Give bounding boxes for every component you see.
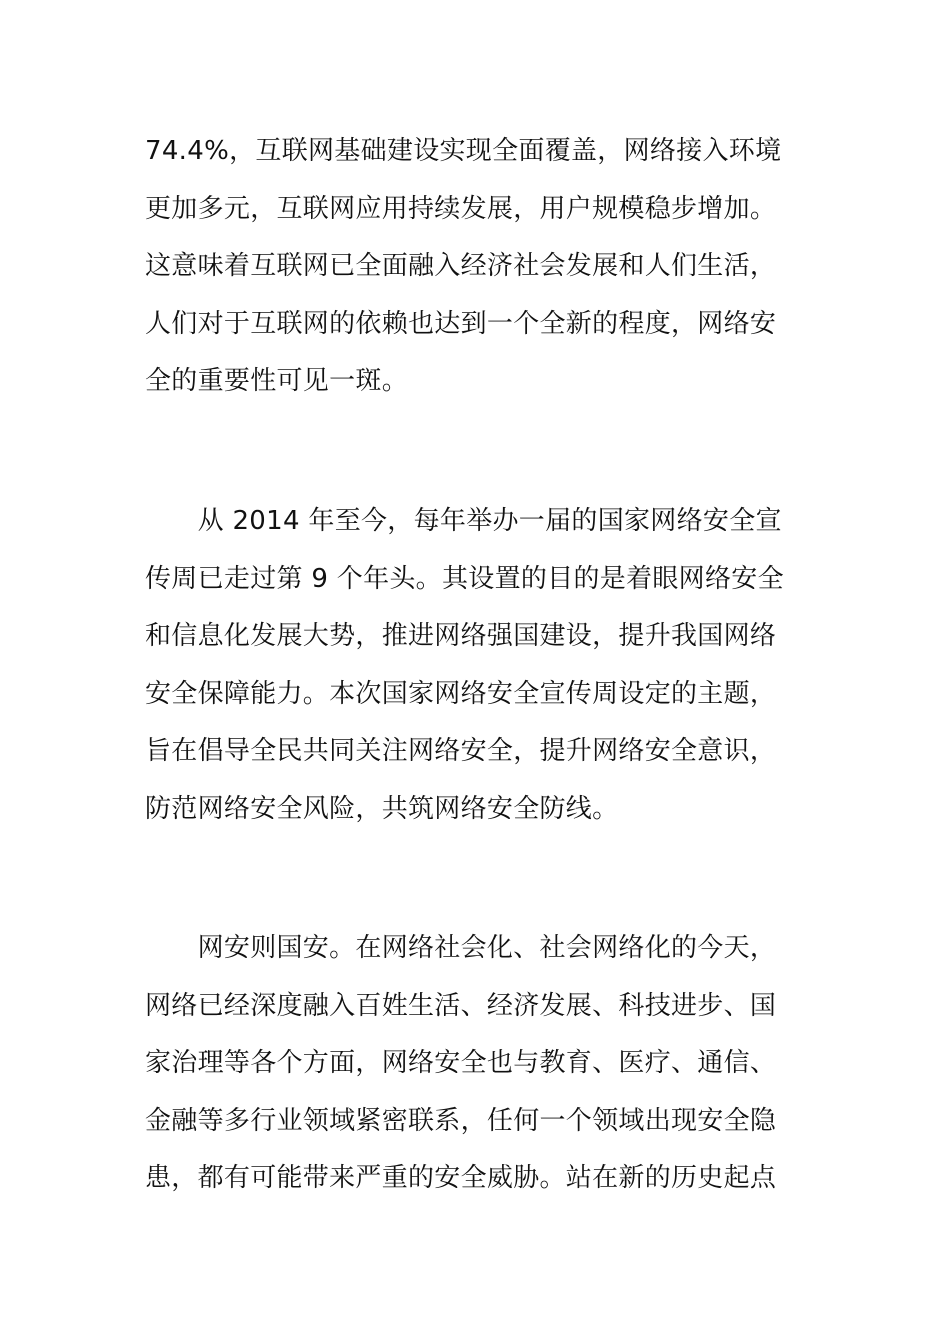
text-line: 患，都有可能带来严重的安全威胁。站在新的历史起点: [145, 1163, 777, 1193]
text-line: 74.4%，互联网基础建设实现全面覆盖，网络接入环境: [145, 136, 782, 166]
text-line: 金融等多行业领域紧密联系，任何一个领域出现安全隐: [145, 1105, 777, 1136]
text-line: 和信息化发展大势，推进网络强国建设，提升我国网络: [145, 621, 777, 651]
paragraph-3: [145, 920, 810, 1208]
text-line: 更加多元，互联网应用持续发展，用户规模稳步增加。: [145, 193, 777, 224]
text-line: 安全保障能力。本次国家网络安全宣传周设定的主题，: [145, 678, 777, 709]
text-line: 这意味着互联网已全面融入经济社会发展和人们生活，: [145, 251, 777, 281]
text-line: 网络已经深度融入百姓生活、经济发展、科技进步、国: [145, 990, 777, 1021]
text-line: 全的重要性可见一斑。: [145, 366, 409, 396]
text-line: 旨在倡导全民共同关注网络安全，提升网络安全意识，: [145, 736, 777, 766]
text-line: 传周已走过第 9 个年头。其设置的目的是着眼网络安全: [145, 563, 784, 594]
text-line: 从 2014 年至今，每年举办一届的国家网络安全宣: [145, 506, 782, 536]
text-line: 防范网络安全风险，共筑网络安全防线。: [145, 793, 619, 824]
text-line: 家治理等各个方面，网络安全也与教育、医疗、通信、: [145, 1048, 777, 1078]
text-line: 人们对于互联网的依赖也达到一个全新的程度，网络安: [145, 308, 777, 339]
text-line: 网安则国安。在网络社会化、社会网络化的今天，: [145, 933, 777, 963]
paragraph-2: [145, 493, 810, 838]
paragraph-1: [145, 123, 810, 411]
